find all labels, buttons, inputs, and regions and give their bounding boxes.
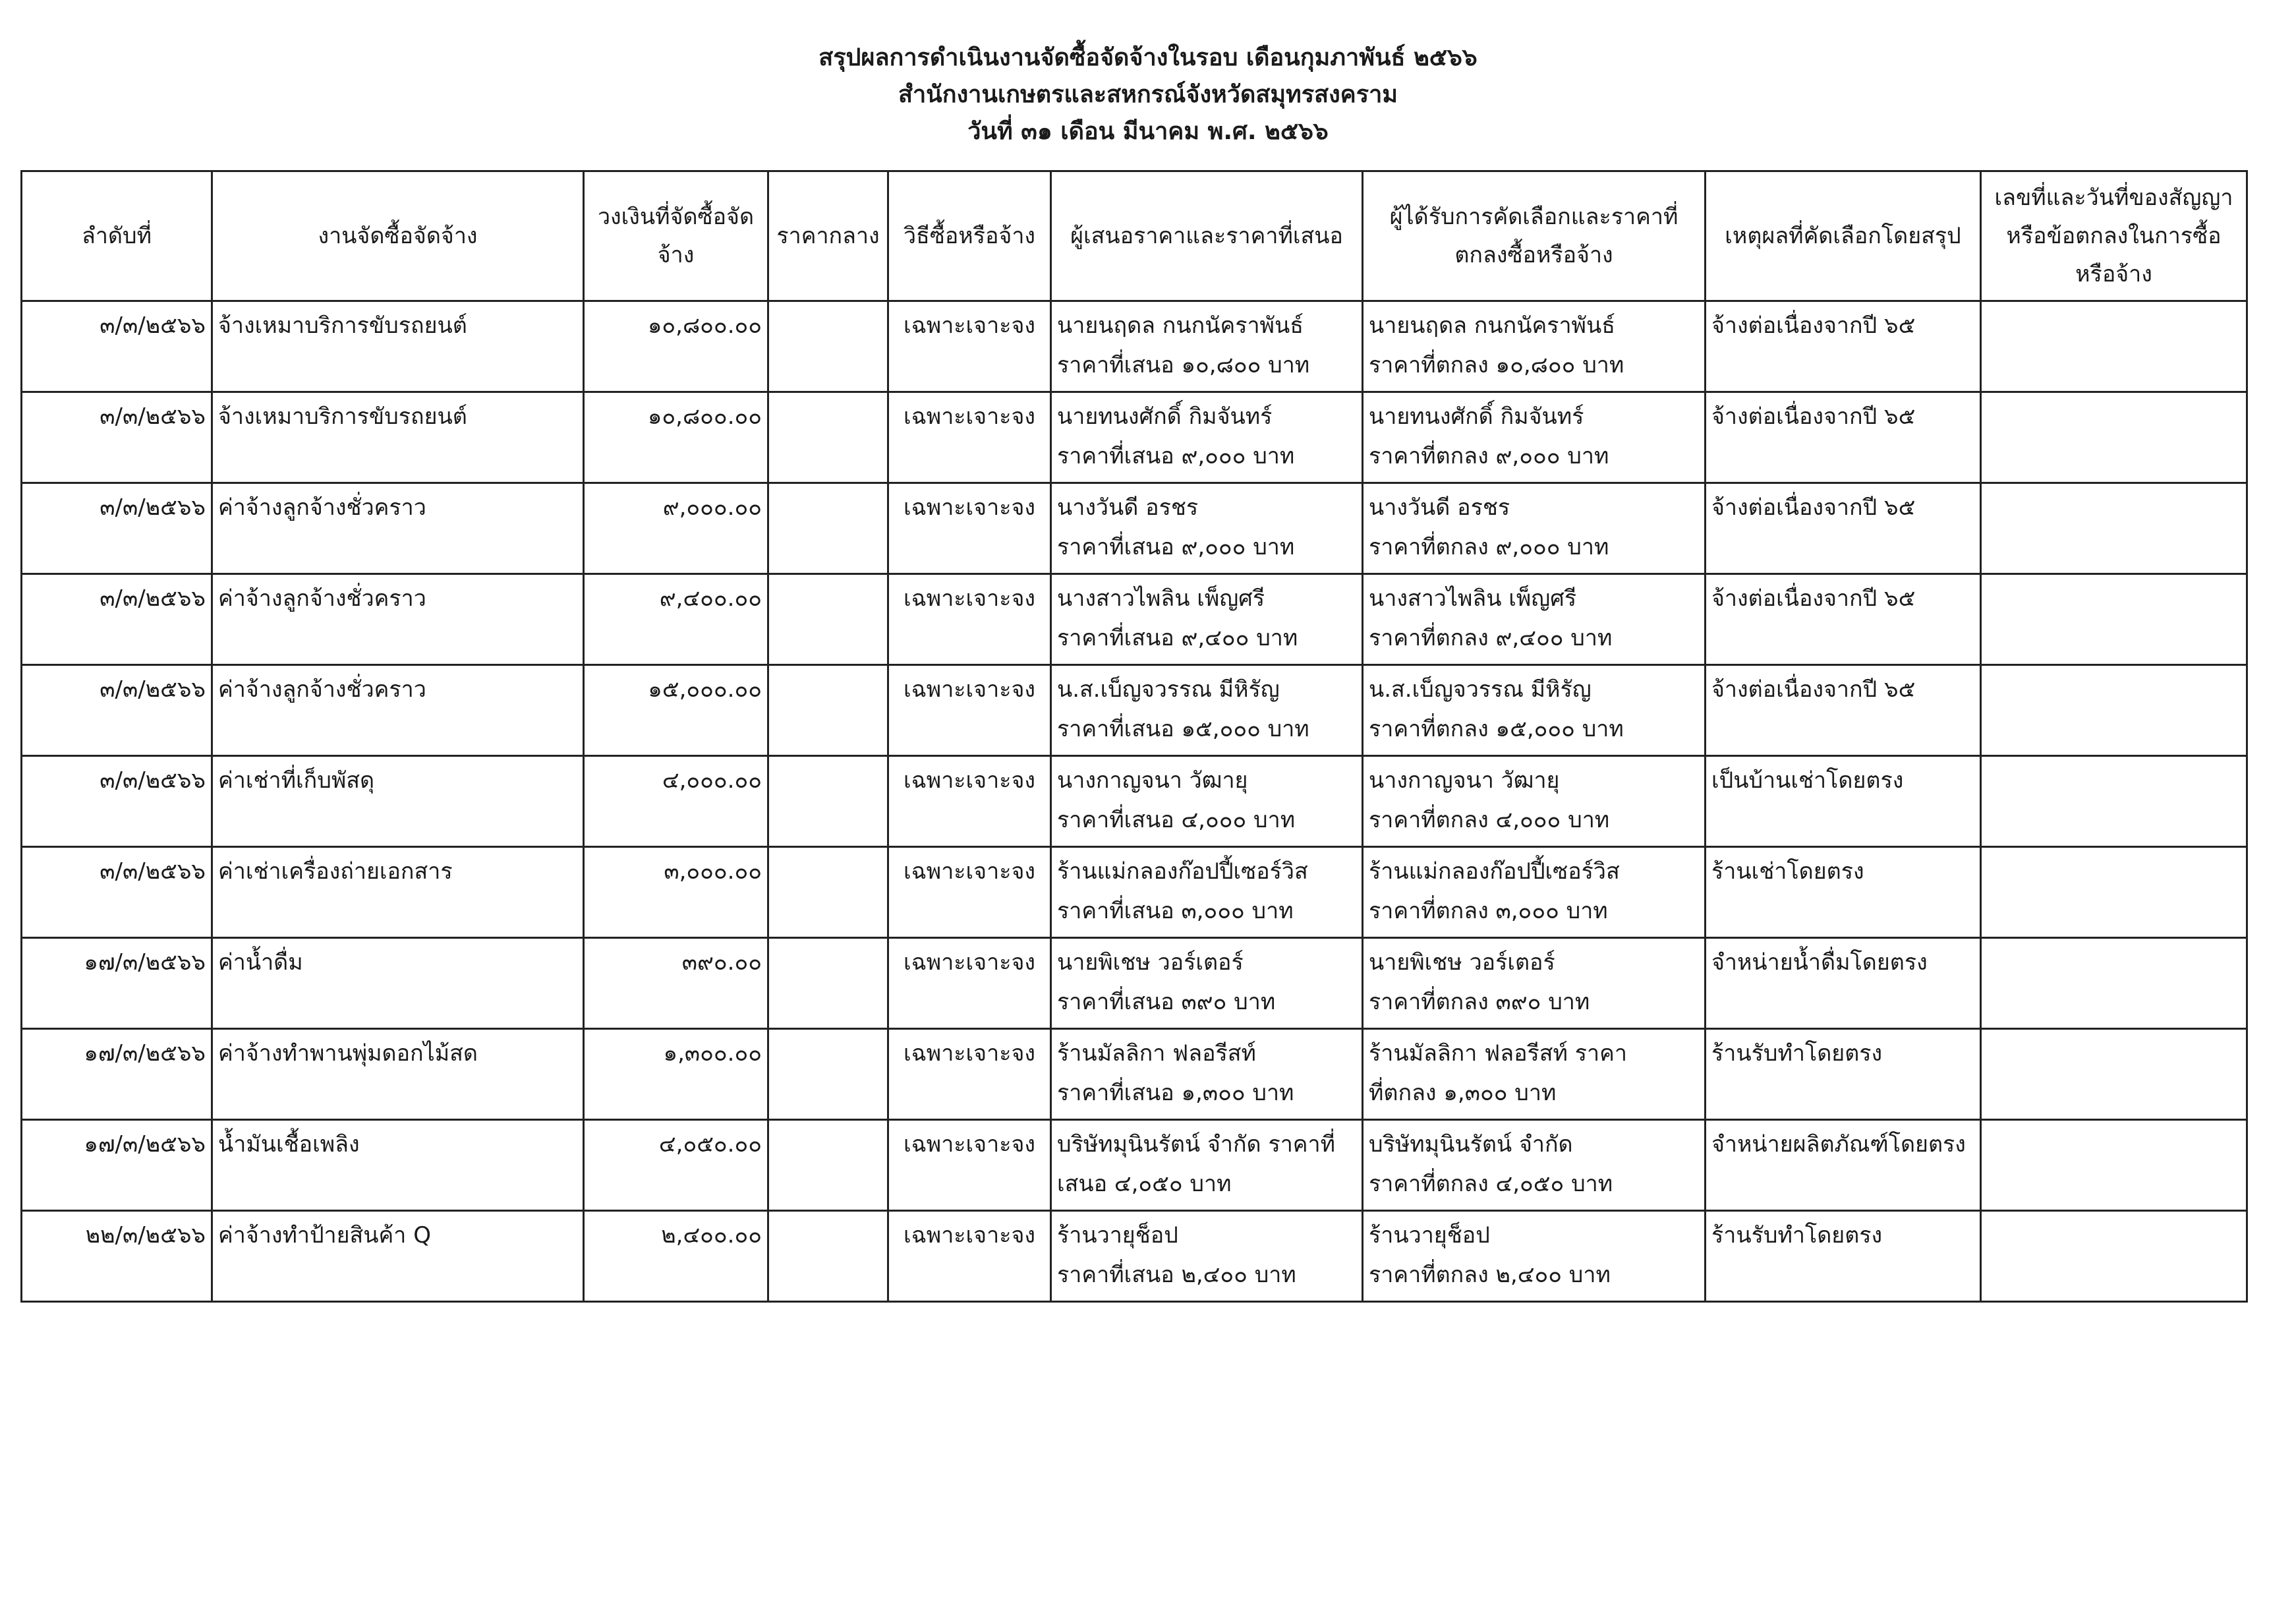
document-title: สรุปผลการดำเนินงานจัดซื้อจัดจ้างในรอบ เดือนกุมภาพันธ์ ๒๕๖๖ <box>818 44 1478 71</box>
cell-winner-agreed-price: ราคาที่ตกลง ๑๕,๐๐๐ บาท <box>1369 716 1624 742</box>
cell-reason-reason: ร้านเช่าโดยตรง <box>1711 858 1864 885</box>
cell-date-date: ๓/๓/๒๕๖๖ <box>100 676 206 703</box>
cell-method <box>888 392 1051 483</box>
cell-item-item: ค่าจ้างทำป้ายสินค้า Q <box>218 1222 431 1249</box>
cell-item <box>212 938 584 1029</box>
cell-bidder-bid-price: ราคาที่เสนอ ๙,๐๐๐ บาท <box>1057 534 1295 560</box>
cell-date-date: ๑๗/๓/๒๕๖๖ <box>84 949 206 976</box>
cell-bidder-bid-price: เสนอ ๔,๐๕๐ บาท <box>1057 1171 1232 1197</box>
cell-winner <box>1363 392 1706 483</box>
cell-winner <box>1363 483 1706 574</box>
cell-bidder <box>1051 756 1363 847</box>
col-header-method: วิธีซื้อหรือจ้าง <box>888 171 1051 301</box>
cell-reason <box>1706 665 1981 756</box>
cell-winner-agreed-price: ราคาที่ตกลง ๙,๐๐๐ บาท <box>1369 443 1609 469</box>
cell-item <box>212 392 584 483</box>
cell-reason-reason: จ้างต่อเนื่องจากปี ๖๕ <box>1711 676 1916 703</box>
cell-item <box>212 1211 584 1302</box>
cell-reason <box>1706 392 1981 483</box>
cell-date <box>22 1211 212 1302</box>
cell-method-method: เฉพาะเจาะจง <box>904 1131 1035 1158</box>
cell-winner <box>1363 574 1706 665</box>
cell-contract <box>1981 1211 2247 1302</box>
cell-winner <box>1363 756 1706 847</box>
cell-method-method: เฉพาะเจาะจง <box>904 767 1035 794</box>
cell-winner-winner: นายพิเชษ วอร์เตอร์ <box>1369 949 1555 976</box>
cell-date <box>22 1120 212 1211</box>
cell-median-price <box>768 756 888 847</box>
cell-winner-agreed-price: ที่ตกลง ๑,๓๐๐ บาท <box>1369 1080 1557 1106</box>
cell-date <box>22 938 212 1029</box>
cell-amount-amount: ๒,๔๐๐.๐๐ <box>661 1222 762 1249</box>
cell-item <box>212 574 584 665</box>
cell-amount <box>584 574 768 665</box>
cell-amount <box>584 392 768 483</box>
cell-method <box>888 574 1051 665</box>
cell-reason <box>1706 1029 1981 1120</box>
table-row <box>22 301 2247 392</box>
cell-amount-amount: ๓,๐๐๐.๐๐ <box>664 858 762 885</box>
col-header-contract: เลขที่และวันที่ของสัญญาหรือข้อตกลงในการซื้อหรือจ้าง <box>1981 171 2247 301</box>
cell-method <box>888 1029 1051 1120</box>
cell-bidder-bidder: ร้านมัลลิกา ฟลอรีสท์ <box>1057 1040 1256 1067</box>
cell-median-price <box>768 392 888 483</box>
cell-method-method: เฉพาะเจาะจง <box>904 858 1035 885</box>
cell-method <box>888 483 1051 574</box>
cell-date <box>22 392 212 483</box>
table-row <box>22 665 2247 756</box>
cell-item <box>212 1120 584 1211</box>
cell-contract <box>1981 392 2247 483</box>
cell-bidder-bidder: นางสาวไพลิน เพ็ญศรี <box>1057 585 1265 612</box>
cell-winner-agreed-price: ราคาที่ตกลง ๔,๐๐๐ บาท <box>1369 807 1610 833</box>
cell-reason <box>1706 483 1981 574</box>
cell-median-price <box>768 847 888 938</box>
cell-median-price <box>768 1211 888 1302</box>
cell-contract <box>1981 665 2247 756</box>
table-row <box>22 574 2247 665</box>
cell-bidder-bidder: บริษัทมุนินรัตน์ จำกัด ราคาที่ <box>1057 1131 1336 1158</box>
table-row <box>22 392 2247 483</box>
cell-amount-amount: ๑๐,๘๐๐.๐๐ <box>647 403 762 430</box>
cell-bidder-bidder: ร้านวายุช็อป <box>1057 1222 1178 1249</box>
cell-item-item: ค่าจ้างลูกจ้างชั่วคราว <box>218 676 426 703</box>
cell-bidder-bidder: นายนฤดล กนกนัคราพันธ์ <box>1057 312 1304 339</box>
cell-reason-reason: จำหน่ายน้ำดื่มโดยตรง <box>1711 949 1928 976</box>
cell-median-price <box>768 1029 888 1120</box>
table-body <box>22 301 2247 1302</box>
cell-reason-reason: ร้านรับทำโดยตรง <box>1711 1222 1883 1249</box>
cell-amount <box>584 301 768 392</box>
cell-bidder <box>1051 665 1363 756</box>
cell-bidder-bidder: นางกาญจนา วัฒายุ <box>1057 767 1248 794</box>
cell-bidder <box>1051 1120 1363 1211</box>
cell-winner-agreed-price: ราคาที่ตกลง ๑๐,๘๐๐ บาท <box>1369 352 1624 378</box>
cell-winner-winner: ร้านมัลลิกา ฟลอรีสท์ ราคา <box>1369 1040 1627 1067</box>
cell-date-date: ๒๒/๓/๒๕๖๖ <box>85 1222 206 1249</box>
cell-amount <box>584 1120 768 1211</box>
cell-amount-amount: ๑,๓๐๐.๐๐ <box>663 1040 762 1067</box>
cell-item-item: จ้างเหมาบริการขับรถยนต์ <box>218 403 467 430</box>
cell-winner-winner: ร้านวายุช็อป <box>1369 1222 1490 1249</box>
cell-date-date: ๓/๓/๒๕๖๖ <box>100 858 206 885</box>
cell-bidder <box>1051 392 1363 483</box>
cell-contract <box>1981 483 2247 574</box>
cell-method-method: เฉพาะเจาะจง <box>904 585 1035 612</box>
cell-method <box>888 301 1051 392</box>
cell-method-method: เฉพาะเจาะจง <box>904 1040 1035 1067</box>
document-header <box>0 40 2296 150</box>
table-row <box>22 756 2247 847</box>
cell-item-item: ค่าน้ำดื่ม <box>218 949 303 976</box>
cell-winner-winner: นายทนงศักดิ์ กิมจันทร์ <box>1369 403 1584 430</box>
cell-item <box>212 756 584 847</box>
cell-winner-winner: ร้านแม่กลองก๊อปปี้เซอร์วิส <box>1369 858 1620 885</box>
cell-reason <box>1706 756 1981 847</box>
cell-method-method: เฉพาะเจาะจง <box>904 494 1035 521</box>
cell-amount <box>584 483 768 574</box>
cell-reason <box>1706 938 1981 1029</box>
cell-winner-agreed-price: ราคาที่ตกลง ๙,๔๐๐ บาท <box>1369 625 1613 651</box>
cell-item-item: น้ำมันเชื้อเพลิง <box>218 1131 360 1158</box>
cell-date <box>22 756 212 847</box>
cell-bidder <box>1051 574 1363 665</box>
cell-median-price <box>768 574 888 665</box>
cell-date-date: ๓/๓/๒๕๖๖ <box>100 494 206 521</box>
table-row <box>22 1029 2247 1120</box>
cell-item-item: ค่าเช่าที่เก็บพัสดุ <box>218 767 375 794</box>
cell-date-date: ๓/๓/๒๕๖๖ <box>100 312 206 339</box>
cell-date-date: ๓/๓/๒๕๖๖ <box>100 767 206 794</box>
col-header-bidder: ผู้เสนอราคาและราคาที่เสนอ <box>1051 171 1363 301</box>
cell-median-price <box>768 301 888 392</box>
cell-item <box>212 847 584 938</box>
cell-contract <box>1981 847 2247 938</box>
cell-contract <box>1981 938 2247 1029</box>
cell-amount <box>584 1211 768 1302</box>
cell-amount <box>584 938 768 1029</box>
cell-method <box>888 847 1051 938</box>
cell-bidder-bidder: นายพิเชษ วอร์เตอร์ <box>1057 949 1244 976</box>
cell-bidder-bid-price: ราคาที่เสนอ ๓๙๐ บาท <box>1057 989 1276 1015</box>
cell-bidder-bid-price: ราคาที่เสนอ ๙,๐๐๐ บาท <box>1057 443 1295 469</box>
cell-item-item: ค่าจ้างทำพานพุ่มดอกไม้สด <box>218 1040 478 1067</box>
cell-contract <box>1981 301 2247 392</box>
cell-date <box>22 574 212 665</box>
table-row <box>22 938 2247 1029</box>
cell-date <box>22 301 212 392</box>
cell-reason-reason: จ้างต่อเนื่องจากปี ๖๕ <box>1711 312 1916 339</box>
cell-date-date: ๓/๓/๒๕๖๖ <box>100 403 206 430</box>
cell-method <box>888 1211 1051 1302</box>
cell-item <box>212 665 584 756</box>
cell-amount-amount: ๙,๔๐๐.๐๐ <box>659 585 762 612</box>
col-header-median-price: ราคากลาง <box>768 171 888 301</box>
table-row <box>22 847 2247 938</box>
cell-bidder <box>1051 1211 1363 1302</box>
table-row <box>22 483 2247 574</box>
cell-reason <box>1706 1211 1981 1302</box>
col-header-number: ลำดับที่ <box>22 171 212 301</box>
cell-amount-amount: ๔,๐๐๐.๐๐ <box>662 767 762 794</box>
cell-winner <box>1363 665 1706 756</box>
cell-winner-winner: นางกาญจนา วัฒายุ <box>1369 767 1560 794</box>
cell-bidder-bid-price: ราคาที่เสนอ ๓,๐๐๐ บาท <box>1057 898 1294 924</box>
cell-contract <box>1981 1029 2247 1120</box>
cell-item-item: ค่าจ้างลูกจ้างชั่วคราว <box>218 585 426 612</box>
cell-method <box>888 665 1051 756</box>
cell-bidder <box>1051 483 1363 574</box>
cell-winner <box>1363 938 1706 1029</box>
cell-method-method: เฉพาะเจาะจง <box>904 676 1035 703</box>
cell-date-date: ๑๗/๓/๒๕๖๖ <box>84 1040 206 1067</box>
cell-reason <box>1706 574 1981 665</box>
cell-winner <box>1363 1029 1706 1120</box>
col-header-item: งานจัดซื้อจัดจ้าง <box>212 171 584 301</box>
cell-contract <box>1981 1120 2247 1211</box>
cell-median-price <box>768 938 888 1029</box>
cell-item <box>212 483 584 574</box>
cell-method-method: เฉพาะเจาะจง <box>904 312 1035 339</box>
cell-reason <box>1706 1120 1981 1211</box>
col-header-reason: เหตุผลที่คัดเลือกโดยสรุป <box>1706 171 1981 301</box>
cell-amount <box>584 1029 768 1120</box>
cell-method <box>888 1120 1051 1211</box>
cell-bidder-bid-price: ราคาที่เสนอ ๒,๔๐๐ บาท <box>1057 1262 1296 1288</box>
cell-bidder-bid-price: ราคาที่เสนอ ๔,๐๐๐ บาท <box>1057 807 1296 833</box>
header-row <box>22 171 2247 301</box>
cell-bidder-bid-price: ราคาที่เสนอ ๑๕,๐๐๐ บาท <box>1057 716 1309 742</box>
cell-contract <box>1981 574 2247 665</box>
cell-bidder-bidder: ร้านแม่กลองก๊อปปี้เซอร์วิส <box>1057 858 1308 885</box>
cell-reason <box>1706 301 1981 392</box>
cell-bidder-bid-price: ราคาที่เสนอ ๑,๓๐๐ บาท <box>1057 1080 1294 1106</box>
cell-amount-amount: ๑๕,๐๐๐.๐๐ <box>648 676 762 703</box>
cell-item <box>212 301 584 392</box>
cell-amount-amount: ๔,๐๕๐.๐๐ <box>658 1131 762 1158</box>
cell-winner-agreed-price: ราคาที่ตกลง ๔,๐๕๐ บาท <box>1369 1171 1613 1197</box>
table-row <box>22 1120 2247 1211</box>
cell-median-price <box>768 1120 888 1211</box>
cell-amount-amount: ๑๐,๘๐๐.๐๐ <box>647 312 762 339</box>
cell-method-method: เฉพาะเจาะจง <box>904 1222 1035 1249</box>
cell-date-date: ๓/๓/๒๕๖๖ <box>100 585 206 612</box>
cell-amount <box>584 665 768 756</box>
cell-reason-reason: จ้างต่อเนื่องจากปี ๖๕ <box>1711 494 1916 521</box>
cell-bidder-bidder: นางวันดี อรชร <box>1057 494 1199 521</box>
cell-date <box>22 847 212 938</box>
cell-bidder <box>1051 938 1363 1029</box>
cell-median-price <box>768 665 888 756</box>
cell-winner <box>1363 1211 1706 1302</box>
cell-item-item: ค่าจ้างลูกจ้างชั่วคราว <box>218 494 426 521</box>
cell-reason-reason: เป็นบ้านเช่าโดยตรง <box>1711 767 1904 794</box>
cell-reason-reason: จ้างต่อเนื่องจากปี ๖๕ <box>1711 585 1916 612</box>
cell-date-date: ๑๗/๓/๒๕๖๖ <box>84 1131 206 1158</box>
cell-winner-agreed-price: ราคาที่ตกลง ๓๙๐ บาท <box>1369 989 1590 1015</box>
report-date: วันที่ ๓๑ เดือน มีนาคม พ.ศ. ๒๕๖๖ <box>967 118 1329 145</box>
cell-date <box>22 1029 212 1120</box>
cell-date <box>22 665 212 756</box>
cell-method <box>888 756 1051 847</box>
cell-item-item: จ้างเหมาบริการขับรถยนต์ <box>218 312 467 339</box>
cell-method-method: เฉพาะเจาะจง <box>904 949 1035 976</box>
cell-method-method: เฉพาะเจาะจง <box>904 403 1035 430</box>
cell-winner-winner: บริษัทมุนินรัตน์ จำกัด <box>1369 1131 1573 1158</box>
cell-winner-agreed-price: ราคาที่ตกลง ๒,๔๐๐ บาท <box>1369 1262 1611 1288</box>
cell-winner-agreed-price: ราคาที่ตกลง ๓,๐๐๐ บาท <box>1369 898 1608 924</box>
cell-median-price <box>768 483 888 574</box>
cell-bidder-bidder: น.ส.เบ็ญจวรรณ มีหิรัญ <box>1057 676 1280 703</box>
cell-reason-reason: จ้างต่อเนื่องจากปี ๖๕ <box>1711 403 1916 430</box>
cell-winner <box>1363 847 1706 938</box>
cell-amount-amount: ๙,๐๐๐.๐๐ <box>662 494 762 521</box>
procurement-table <box>20 170 2248 1303</box>
cell-amount <box>584 847 768 938</box>
cell-bidder-bid-price: ราคาที่เสนอ ๙,๔๐๐ บาท <box>1057 625 1298 651</box>
cell-bidder <box>1051 847 1363 938</box>
cell-reason-reason: ร้านรับทำโดยตรง <box>1711 1040 1883 1067</box>
cell-winner-agreed-price: ราคาที่ตกลง ๙,๐๐๐ บาท <box>1369 534 1609 560</box>
cell-winner-winner: นายนฤดล กนกนัคราพันธ์ <box>1369 312 1615 339</box>
cell-contract <box>1981 756 2247 847</box>
office-name: สำนักงานเกษตรและสหกรณ์จังหวัดสมุทรสงคราม <box>898 81 1398 108</box>
cell-winner-winner: น.ส.เบ็ญจวรรณ มีหิรัญ <box>1369 676 1592 703</box>
cell-item <box>212 1029 584 1120</box>
cell-item-item: ค่าเช่าเครื่องถ่ายเอกสาร <box>218 858 453 885</box>
cell-winner <box>1363 301 1706 392</box>
cell-bidder <box>1051 301 1363 392</box>
cell-amount <box>584 756 768 847</box>
cell-date <box>22 483 212 574</box>
col-header-amount: วงเงินที่จัดซื้อจัดจ้าง <box>584 171 768 301</box>
col-header-winner: ผู้ได้รับการคัดเลือกและราคาที่ตกลงซื้อหรือจ้าง <box>1363 171 1706 301</box>
cell-method <box>888 938 1051 1029</box>
cell-winner <box>1363 1120 1706 1211</box>
cell-winner-winner: นางวันดี อรชร <box>1369 494 1510 521</box>
cell-bidder <box>1051 1029 1363 1120</box>
cell-winner-winner: นางสาวไพลิน เพ็ญศรี <box>1369 585 1577 612</box>
cell-bidder-bid-price: ราคาที่เสนอ ๑๐,๘๐๐ บาท <box>1057 352 1310 378</box>
cell-reason <box>1706 847 1981 938</box>
cell-amount-amount: ๓๙๐.๐๐ <box>681 949 762 976</box>
cell-bidder-bidder: นายทนงศักดิ์ กิมจันทร์ <box>1057 403 1273 430</box>
table-row <box>22 1211 2247 1302</box>
cell-reason-reason: จำหน่ายผลิตภัณฑ์โดยตรง <box>1711 1131 1966 1158</box>
